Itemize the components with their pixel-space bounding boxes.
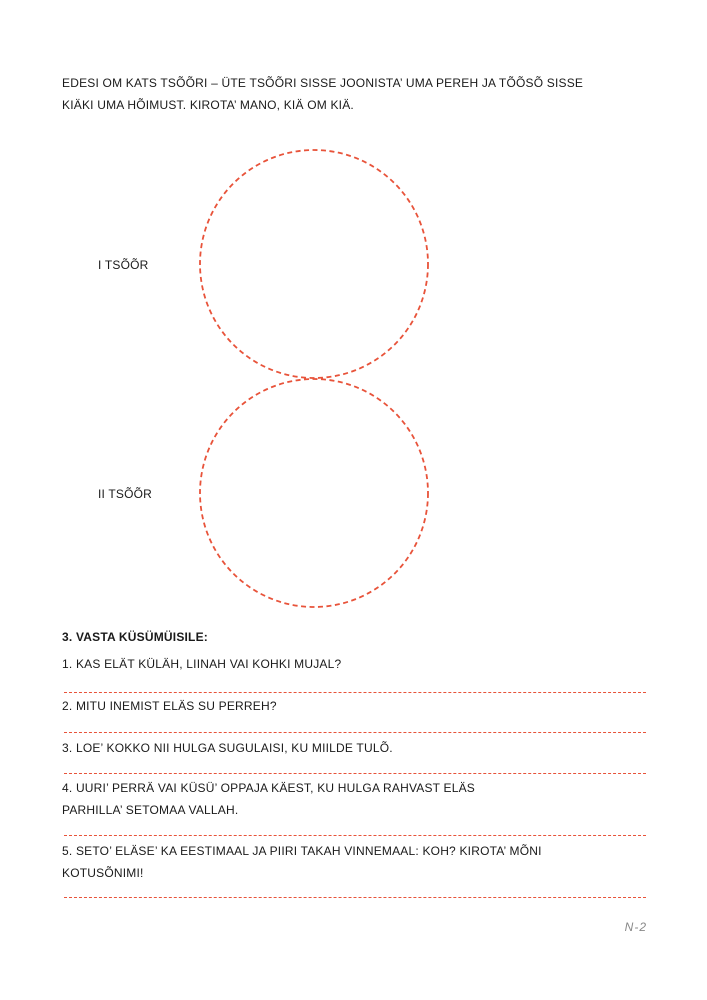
circle-1-label: I TSÕÕR [98, 258, 149, 272]
question-1-text: 1. KAS ELÄT KÜLÄH, LIINAH VAI KOHKI MUJAL? [62, 657, 342, 671]
question-2 [62, 695, 277, 717]
question-5 [62, 840, 542, 884]
question-5-text-line-2: KOTUSÕNIMI! [62, 866, 144, 880]
question-2-text: 2. MITU INEMIST ELÄS SU PERREH? [62, 699, 277, 713]
circle-2-label: II TSÕÕR [98, 487, 153, 501]
question-5-text-line-1: 5. SETO’ ELÄSE’ KA EESTIMAAL JA PIIRI TAKAH VINNEMAAL: KOH? KIROTA’ MÕNI [62, 844, 542, 858]
circle-1[interactable] [200, 150, 428, 378]
answer-line-1[interactable] [64, 692, 646, 693]
question-4-text-line-1: 4. UURI’ PERRÄ VAI KÜSÜ’ OPPAJA KÄEST, KU HULGA RAHVAST ELÄS [62, 781, 476, 795]
answer-line-3[interactable] [64, 773, 646, 774]
question-4 [62, 777, 475, 821]
answer-line-4[interactable] [64, 835, 646, 836]
answer-line-2[interactable] [64, 732, 646, 733]
page-number: N-2 [624, 920, 647, 934]
instructions-line-1: EDESI OM KATS TSÕÕRI – ÜTE TSÕÕRI SISSE JOONISTA’ UMA PEREH JA TÕÕSÕ SISSE [62, 76, 584, 90]
instructions-line-2: KIÄKI UMA HÕIMUST. KIROTA’ MANO, KIÄ OM KIÄ. [62, 98, 354, 112]
answer-line-5[interactable] [64, 897, 646, 898]
question-1 [62, 653, 341, 675]
question-3 [62, 737, 393, 759]
question-3-text: 3. LOE’ KOKKO NII HULGA SUGULAISI, KU MIILDE TULÕ. [62, 741, 393, 755]
question-4-text-line-2: PARHILLA’ SETOMAA VALLAH. [62, 803, 239, 817]
circle-2[interactable] [200, 379, 428, 607]
section-title: 3. VASTA KÜSÜMÜISILE: [62, 630, 208, 644]
